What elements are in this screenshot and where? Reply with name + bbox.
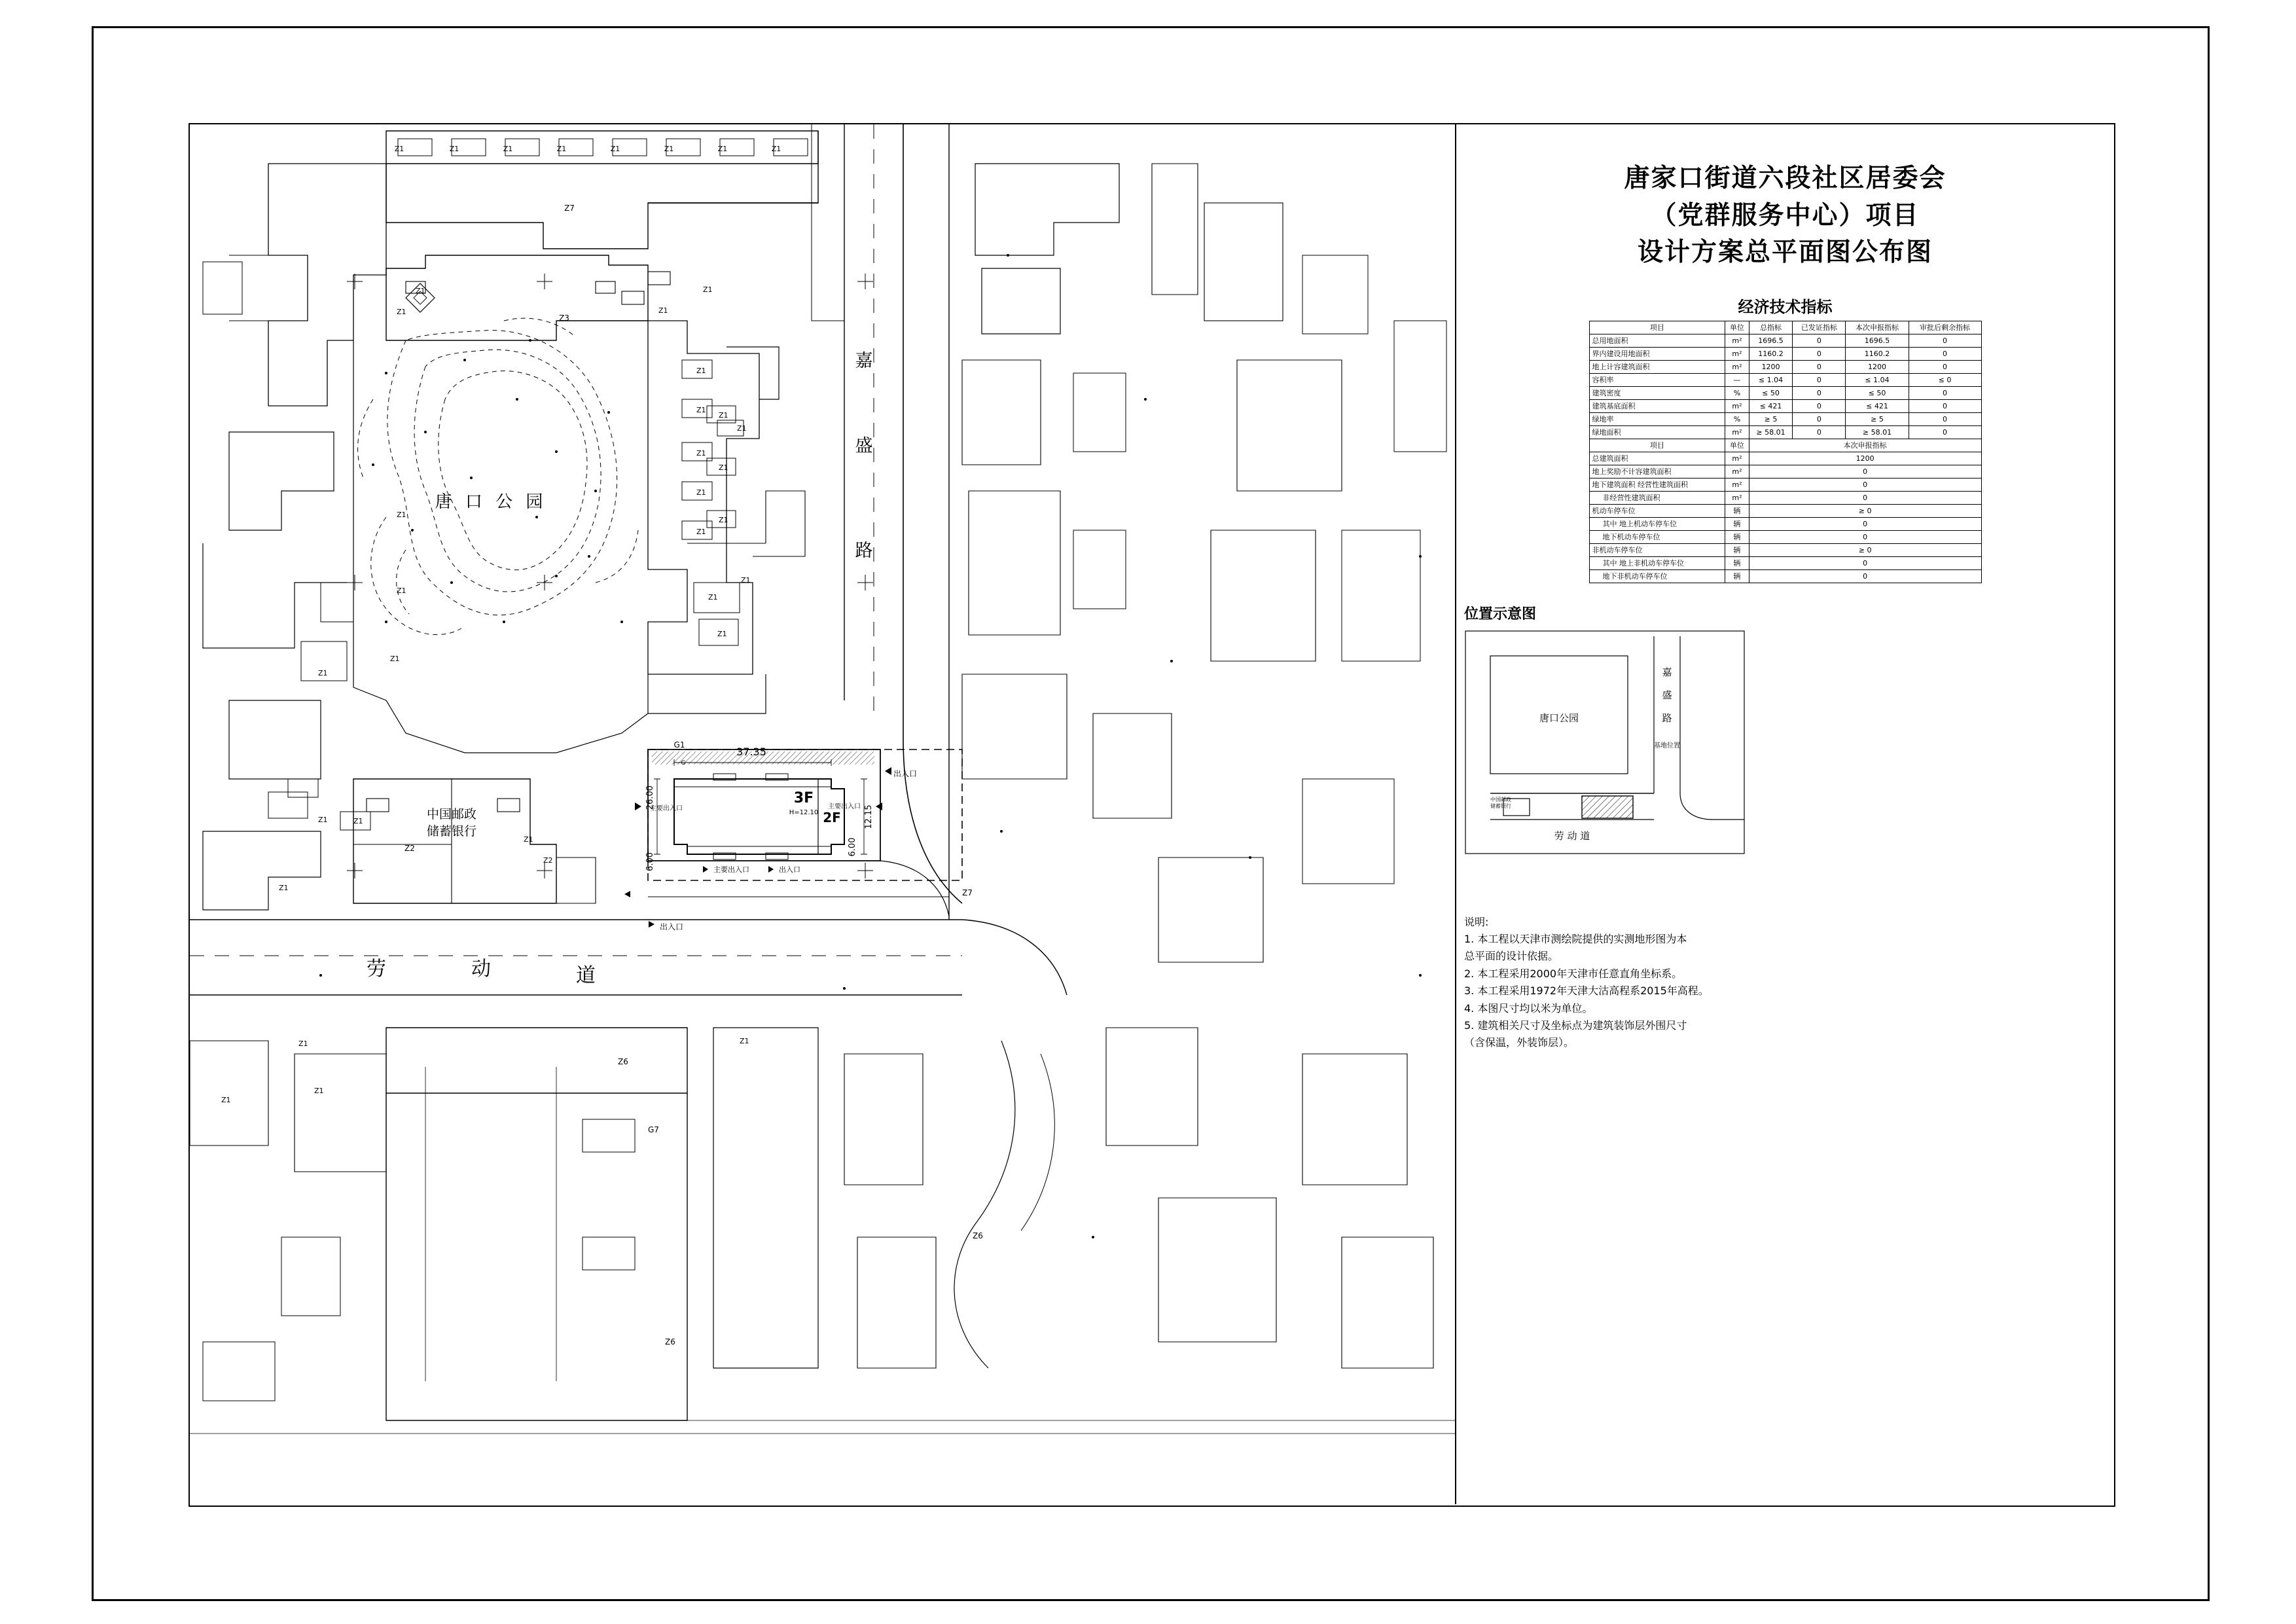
table-header-cell: 总指标 — [1749, 321, 1793, 334]
plan-tag-z1: Z1 — [394, 145, 404, 153]
svg-text:主要出入口: 主要出入口 — [713, 865, 749, 874]
table-cell: 0 — [1909, 334, 1981, 347]
svg-text:Z1: Z1 — [449, 145, 459, 153]
table-cell: 1160.2 — [1749, 347, 1793, 360]
table-cell: 0 — [1749, 478, 1981, 491]
table-row — [1589, 373, 1981, 386]
table-row — [1589, 478, 1981, 491]
table-cell: m² — [1725, 360, 1749, 373]
svg-text:6.00: 6.00 — [645, 852, 655, 871]
svg-text:Z1: Z1 — [719, 463, 728, 472]
svg-text:2F: 2F — [823, 810, 841, 825]
svg-text:Z1: Z1 — [696, 406, 706, 414]
table-cell: ≥ 0 — [1749, 543, 1981, 556]
economic-index-table — [1589, 321, 1982, 583]
svg-text:Z1: Z1 — [318, 816, 328, 824]
table-cell: 0 — [1909, 347, 1981, 360]
table-cell: m² — [1725, 478, 1749, 491]
svg-text:盛: 盛 — [1662, 689, 1672, 701]
note-line: 1. 本工程以天津市测绘院提供的实测地形图为本 — [1464, 933, 1687, 946]
svg-text:出入口: 出入口 — [893, 769, 918, 778]
svg-text:Z1: Z1 — [719, 516, 728, 524]
note-line: 3. 本工程采用1972年天津大沽高程系2015年高程。 — [1464, 984, 1709, 998]
table-cell: ≤ 421 — [1749, 399, 1793, 412]
table-cell: ≥ 0 — [1749, 504, 1981, 517]
table-cell: 界内建设用地面积 — [1589, 347, 1725, 360]
table-cell: 地下机动车停车位 — [1589, 530, 1725, 543]
table-cell: ≤ 1.04 — [1749, 373, 1793, 386]
table-cell: 地下建筑面积 经营性建筑面积 — [1589, 478, 1725, 491]
table-cell: 绿地面积 — [1589, 425, 1725, 439]
notes-block — [1464, 914, 2113, 1052]
note-line: 4. 本图尺寸均以米为单位。 — [1464, 1001, 1593, 1015]
svg-text:Z1: Z1 — [696, 528, 706, 536]
table-row — [1589, 491, 1981, 504]
svg-text:Z1: Z1 — [717, 630, 727, 638]
svg-text:H=12.10: H=12.10 — [789, 809, 819, 816]
table-row — [1589, 556, 1981, 569]
table-header-cell: 项目 — [1589, 321, 1725, 334]
table-row — [1589, 517, 1981, 530]
table-cell: 0 — [1793, 425, 1846, 439]
svg-text:Z1: Z1 — [696, 449, 706, 458]
svg-text:G7: G7 — [648, 1125, 659, 1134]
svg-text:26.00: 26.00 — [645, 785, 655, 810]
table-header-cell: 已发证指标 — [1793, 321, 1846, 334]
note-line: （含保温，外装饰层）。 — [1464, 1036, 1575, 1049]
title-line-3: 设计方案总平面图公布图 — [1637, 238, 1933, 268]
table-header-cell: 单位 — [1725, 439, 1749, 452]
table-cell: 0 — [1793, 360, 1846, 373]
table-cell: 建筑密度 — [1589, 386, 1725, 399]
location-map — [1464, 630, 1746, 892]
svg-text:嘉: 嘉 — [1662, 666, 1672, 678]
table-cell: 辆 — [1725, 504, 1749, 517]
table-cell: 1160.2 — [1846, 347, 1909, 360]
index-table-caption: 经济技术指标 — [1738, 297, 1833, 316]
table-header-cell: 项目 — [1589, 439, 1725, 452]
svg-text:Z1: Z1 — [737, 424, 747, 433]
plan-park-label: 唐 口 公 园 — [435, 492, 547, 512]
table-row — [1589, 530, 1981, 543]
table-cell: 0 — [1909, 360, 1981, 373]
svg-text:Z6: Z6 — [618, 1057, 628, 1066]
table-cell: ≥ 5 — [1846, 412, 1909, 425]
svg-text:G: G — [681, 760, 686, 767]
svg-text:Z2: Z2 — [543, 856, 553, 865]
table-cell: 1200 — [1749, 452, 1981, 465]
table-cell: ≤ 1.04 — [1846, 373, 1909, 386]
table-cell: 0 — [1909, 399, 1981, 412]
svg-text:路: 路 — [855, 541, 873, 561]
svg-text:主要出入口: 主要出入口 — [828, 803, 861, 810]
table-cell: 其中 地上机动车停车位 — [1589, 517, 1725, 530]
table-cell: ≤ 50 — [1846, 386, 1909, 399]
location-map-caption: 位置示意图 — [1464, 605, 1537, 623]
table-cell: 辆 — [1725, 556, 1749, 569]
svg-text:Z1: Z1 — [696, 367, 706, 375]
table-cell: ≥ 58.01 — [1846, 425, 1909, 439]
svg-text:Z1: Z1 — [524, 835, 533, 844]
notes-heading: 说明: — [1464, 915, 1489, 928]
drawing-sheet — [92, 26, 2210, 1601]
svg-text:道: 道 — [576, 964, 596, 987]
svg-text:Z1: Z1 — [397, 586, 406, 595]
table-cell: 0 — [1749, 465, 1981, 478]
table-cell: ≤ 0 — [1909, 373, 1981, 386]
svg-text:Z6: Z6 — [665, 1337, 675, 1346]
svg-text:出入口: 出入口 — [779, 865, 800, 874]
table-cell: 总用地面积 — [1589, 334, 1725, 347]
table-cell: 0 — [1793, 412, 1846, 425]
table-cell: 辆 — [1725, 517, 1749, 530]
svg-text:Z1: Z1 — [610, 145, 620, 153]
svg-text:Z6: Z6 — [973, 1231, 983, 1240]
svg-text:劳: 劳 — [367, 958, 386, 981]
table-cell: 非机动车停车位 — [1589, 543, 1725, 556]
table-cell: % — [1725, 412, 1749, 425]
table-header-cell: 审批后剩余指标 — [1909, 321, 1981, 334]
svg-text:Z1: Z1 — [397, 511, 406, 519]
svg-text:Z1: Z1 — [719, 411, 728, 420]
table-cell: 0 — [1749, 556, 1981, 569]
table-cell: 其中 地上非机动车停车位 — [1589, 556, 1725, 569]
svg-text:Z1: Z1 — [740, 1037, 749, 1045]
table-cell: 非经营性建筑面积 — [1589, 491, 1725, 504]
note-line: 5. 建筑相关尺寸及坐标点为建筑装饰层外围尺寸 — [1464, 1019, 1687, 1032]
table-cell: 0 — [1749, 569, 1981, 583]
table-row — [1589, 334, 1981, 347]
table-row — [1589, 452, 1981, 465]
svg-text:中国邮政: 中国邮政 — [426, 807, 477, 821]
svg-text:储蓄银行: 储蓄银行 — [426, 824, 477, 839]
table-cell: m² — [1725, 425, 1749, 439]
table-cell: 建筑基底面积 — [1589, 399, 1725, 412]
table-row — [1589, 347, 1981, 360]
svg-text:Z1: Z1 — [556, 145, 567, 153]
table-cell: ≥ 5 — [1749, 412, 1793, 425]
table-cell: 地上计容建筑面积 — [1589, 360, 1725, 373]
svg-text:Z2: Z2 — [404, 844, 415, 853]
svg-text:37.35: 37.35 — [736, 746, 766, 758]
title-line-2: （党群服务中心）项目 — [1651, 200, 1920, 230]
table-cell: m² — [1725, 347, 1749, 360]
table-header-row — [1589, 321, 1981, 334]
table-cell: m² — [1725, 334, 1749, 347]
svg-text:6.00: 6.00 — [848, 837, 857, 857]
panel-divider — [1455, 123, 1456, 1504]
right-info-panel — [1458, 124, 2113, 1503]
svg-text:Z1: Z1 — [741, 576, 751, 585]
table-cell: 0 — [1909, 412, 1981, 425]
svg-text:Z1: Z1 — [318, 669, 328, 677]
svg-text:动: 动 — [471, 958, 491, 981]
table-cell: 0 — [1909, 425, 1981, 439]
table-cell: 0 — [1749, 491, 1981, 504]
svg-text:G1: G1 — [673, 740, 685, 749]
svg-text:Z1: Z1 — [221, 1096, 231, 1104]
svg-text:Z1: Z1 — [696, 488, 706, 497]
svg-text:盛: 盛 — [855, 436, 873, 456]
table-cell: 绿地率 — [1589, 412, 1725, 425]
table-cell: 1200 — [1749, 360, 1793, 373]
table-cell: m² — [1725, 491, 1749, 504]
svg-text:Z1: Z1 — [279, 884, 289, 892]
table-cell: ≥ 58.01 — [1749, 425, 1793, 439]
svg-text:嘉: 嘉 — [855, 351, 873, 371]
table-row — [1589, 543, 1981, 556]
svg-text:Z1: Z1 — [708, 593, 718, 602]
table-row — [1589, 360, 1981, 373]
table-cell: 0 — [1749, 517, 1981, 530]
svg-text:Z7: Z7 — [962, 888, 973, 897]
loc-park-label: 唐口公园 — [1539, 712, 1579, 724]
table-cell: 0 — [1793, 334, 1846, 347]
table-cell: — — [1725, 373, 1749, 386]
table-row — [1589, 504, 1981, 517]
table-cell: 1200 — [1846, 360, 1909, 373]
table-cell: 地上奖励不计容建筑面积 — [1589, 465, 1725, 478]
table-cell: 0 — [1749, 530, 1981, 543]
table-cell: 辆 — [1725, 543, 1749, 556]
table-cell: ≤ 50 — [1749, 386, 1793, 399]
svg-text:储蓄银行: 储蓄银行 — [1490, 803, 1511, 809]
table-row — [1589, 569, 1981, 583]
svg-text:Z1: Z1 — [503, 145, 513, 153]
table-cell: 1696.5 — [1749, 334, 1793, 347]
svg-text:Z1: Z1 — [416, 287, 425, 295]
svg-text:Z1: Z1 — [658, 306, 668, 315]
table-row — [1589, 425, 1981, 439]
table-cell: 0 — [1793, 399, 1846, 412]
table-cell: ≤ 421 — [1846, 399, 1909, 412]
sheet-title-block — [1458, 124, 2113, 272]
table-cell: m² — [1725, 452, 1749, 465]
table-cell: 总建筑面积 — [1589, 452, 1725, 465]
svg-text:Z1: Z1 — [353, 817, 363, 825]
table-subheader-row — [1589, 439, 1981, 452]
table-cell: 0 — [1793, 386, 1846, 399]
table-cell: m² — [1725, 465, 1749, 478]
svg-text:劳 动 道: 劳 动 道 — [1554, 829, 1590, 842]
svg-text:Z3: Z3 — [559, 314, 569, 323]
table-cell: 容积率 — [1589, 373, 1725, 386]
svg-text:中国邮政: 中国邮政 — [1490, 796, 1511, 803]
note-line: 总平面的设计依据。 — [1464, 950, 1559, 963]
svg-text:Z1: Z1 — [314, 1087, 324, 1095]
svg-text:基地位置: 基地位置 — [1654, 742, 1680, 749]
svg-text:Z1: Z1 — [717, 145, 728, 153]
svg-text:Z1: Z1 — [390, 655, 400, 663]
svg-text:Z1: Z1 — [397, 308, 406, 316]
table-cell: 0 — [1793, 347, 1846, 360]
svg-text:3F: 3F — [793, 790, 814, 806]
table-header-cell: 单位 — [1725, 321, 1749, 334]
svg-text:Z1: Z1 — [664, 145, 674, 153]
table-row — [1589, 412, 1981, 425]
svg-text:主要出入口: 主要出入口 — [650, 805, 683, 812]
svg-text:Z1: Z1 — [703, 285, 713, 294]
table-cell: 机动车停车位 — [1589, 504, 1725, 517]
site-plan-drawing — [190, 124, 1455, 1503]
table-cell: 0 — [1909, 386, 1981, 399]
table-cell: 地下非机动车停车位 — [1589, 569, 1725, 583]
table-cell: m² — [1725, 399, 1749, 412]
table-header-cell: 本次申报指标 — [1846, 321, 1909, 334]
table-cell: 辆 — [1725, 530, 1749, 543]
svg-text:Z1: Z1 — [771, 145, 781, 153]
svg-text:12.15: 12.15 — [864, 804, 874, 829]
note-line: 2. 本工程采用2000年天津市任意直角坐标系。 — [1464, 967, 1683, 980]
table-row — [1589, 465, 1981, 478]
table-cell: 辆 — [1725, 569, 1749, 583]
svg-text:出入口: 出入口 — [660, 922, 684, 931]
table-cell: % — [1725, 386, 1749, 399]
table-header-cell: 本次申报指标 — [1749, 439, 1981, 452]
svg-text:路: 路 — [1662, 712, 1672, 724]
table-row — [1589, 386, 1981, 399]
svg-text:Z1: Z1 — [298, 1039, 308, 1048]
table-cell: 1696.5 — [1846, 334, 1909, 347]
table-row — [1589, 399, 1981, 412]
table-cell: 0 — [1793, 373, 1846, 386]
title-line-1: 唐家口街道六段社区居委会 — [1624, 164, 1946, 193]
svg-text:Z7: Z7 — [564, 204, 575, 213]
